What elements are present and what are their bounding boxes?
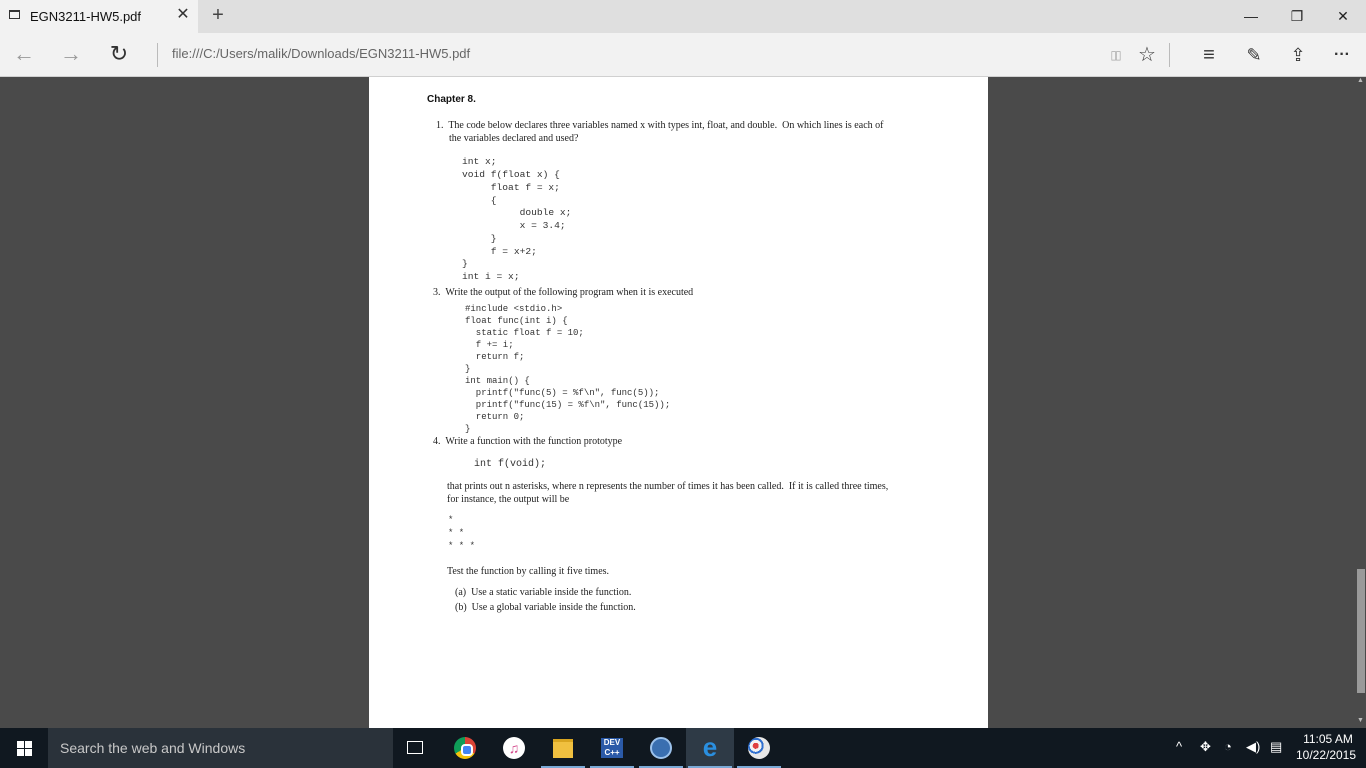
question-4-part-a: (a) Use a static variable inside the function.	[455, 587, 632, 598]
code-line: int main() {	[465, 376, 530, 386]
function-prototype: int f(void);	[474, 459, 547, 470]
search-placeholder: Search the web and Windows	[60, 740, 246, 756]
windows-logo-icon	[17, 741, 24, 748]
web-note-icon[interactable]: ✎	[1246, 45, 1262, 65]
question-4-part-b: (b) Use a global variable inside the function.	[455, 602, 636, 613]
code-line: }	[462, 233, 497, 244]
paint-icon	[748, 737, 770, 759]
pdf-viewer[interactable]	[0, 77, 1366, 728]
code-line: double x;	[462, 207, 572, 218]
scroll-up-icon[interactable]: ▲	[1357, 77, 1364, 84]
code-line: printf("func(15) = %f\n", func(15));	[465, 400, 671, 410]
chrome-center	[461, 744, 473, 756]
itunes-button[interactable]	[490, 728, 538, 768]
browser-tab[interactable]	[0, 0, 198, 33]
code-line: x = 3.4;	[462, 220, 566, 231]
forward-button[interactable]: →	[60, 41, 82, 66]
question-1-text-cont: the variables declared and used?	[449, 133, 579, 144]
navigation-bar	[0, 33, 1366, 77]
tab-page-icon	[9, 10, 20, 19]
scroll-thumb[interactable]	[1357, 569, 1365, 693]
more-actions-icon[interactable]: ···	[1334, 46, 1350, 63]
volume-icon[interactable]: ◀)	[1246, 739, 1261, 754]
question-3-text: 3. Write the output of the following program when it is executed	[433, 287, 694, 298]
code-line: static float f = 10;	[465, 328, 584, 338]
chrome-button[interactable]	[441, 728, 489, 768]
windows-logo-icon	[25, 741, 32, 748]
windows-logo-icon	[17, 749, 24, 756]
question-4-description: that prints out n asterisks, where n represents the number of times it has been called. If it is called three times,	[447, 481, 889, 492]
task-view-icon	[407, 741, 423, 754]
clock-time[interactable]: 11:05 AM	[1303, 732, 1353, 746]
code-line: }	[462, 258, 468, 269]
folder-icon	[553, 739, 573, 758]
wifi-icon[interactable]: ◔	[1224, 739, 1232, 754]
edge-icon: e	[702, 732, 718, 762]
new-tab-button[interactable]: +	[212, 4, 224, 26]
toolbar-separator	[1169, 43, 1170, 67]
vertical-scrollbar[interactable]	[1355, 77, 1366, 728]
task-view-button[interactable]	[392, 728, 440, 768]
minimize-button[interactable]: —	[1244, 8, 1258, 24]
address-bar[interactable]: file:///C:/Users/malik/Downloads/EGN3211-HW5.pdf	[172, 46, 471, 61]
code-line: }	[465, 364, 471, 374]
dev-cpp-button[interactable]	[588, 728, 636, 768]
hub-icon[interactable]: ≡	[1203, 44, 1215, 66]
search-box[interactable]	[48, 728, 393, 768]
asterisk-line: *	[448, 515, 454, 525]
code-line: return 0;	[465, 412, 525, 422]
chapter-heading: Chapter 8.	[427, 94, 476, 105]
itunes-icon: ♫	[503, 737, 525, 759]
code-line: printf("func(5) = %f\n", func(5));	[465, 388, 660, 398]
question-1-text: 1. The code below declares three variables named x with types int, float, and double. On which lines is each of	[436, 120, 884, 131]
show-hidden-icons-icon[interactable]: ^	[1176, 739, 1183, 754]
code-line: void f(float x) {	[462, 169, 560, 180]
paint-button[interactable]	[735, 728, 783, 768]
restore-button[interactable]: ❐	[1290, 8, 1304, 24]
asterisk-line: * * *	[448, 541, 476, 551]
code-line: float func(int i) {	[465, 316, 568, 326]
taskbar	[0, 728, 1366, 768]
tab-close-icon[interactable]: ✕	[176, 6, 190, 23]
question-4-text: 4. Write a function with the function prototype	[433, 436, 623, 447]
file-explorer-button[interactable]	[539, 728, 587, 768]
pdf-page	[369, 77, 988, 728]
reading-view-icon[interactable]: ▯▯	[1110, 48, 1120, 62]
question-4-description-cont: for instance, the output will be	[447, 494, 570, 505]
tab-title: EGN3211-HW5.pdf	[30, 9, 142, 24]
code-line: f = x+2;	[462, 246, 537, 257]
close-window-button[interactable]: ✕	[1337, 8, 1349, 24]
notifications-icon[interactable]: ▤	[1270, 739, 1283, 754]
code-line: {	[462, 195, 497, 206]
back-button[interactable]: ←	[13, 41, 35, 66]
code-line: f += i;	[465, 340, 514, 350]
code-line: int x;	[462, 156, 497, 167]
code-line: return f;	[465, 352, 525, 362]
app-button[interactable]	[637, 728, 685, 768]
code-line: #include <stdio.h>	[465, 304, 563, 314]
dev-cpp-icon: DEV C++	[601, 738, 623, 758]
app-icon	[650, 737, 672, 759]
asterisk-line: * *	[448, 528, 465, 538]
favorite-star-icon[interactable]: ☆	[1138, 44, 1156, 66]
question-4-test: Test the function by calling it five times.	[447, 566, 610, 577]
address-separator	[157, 43, 158, 67]
code-line: int i = x;	[462, 271, 520, 282]
windows-logo-icon	[25, 749, 32, 756]
scroll-down-icon[interactable]: ▼	[1357, 717, 1364, 724]
edge-button[interactable]	[686, 728, 734, 768]
code-line: float f = x;	[462, 182, 560, 193]
code-line: }	[465, 424, 471, 434]
tab-bar	[0, 0, 1366, 33]
start-button[interactable]	[0, 728, 48, 768]
refresh-button[interactable]: ↻	[109, 41, 129, 66]
dropbox-icon[interactable]: ✥	[1200, 739, 1211, 754]
share-icon[interactable]: ⇪	[1290, 45, 1306, 65]
clock-date[interactable]: 10/22/2015	[1295, 748, 1357, 762]
